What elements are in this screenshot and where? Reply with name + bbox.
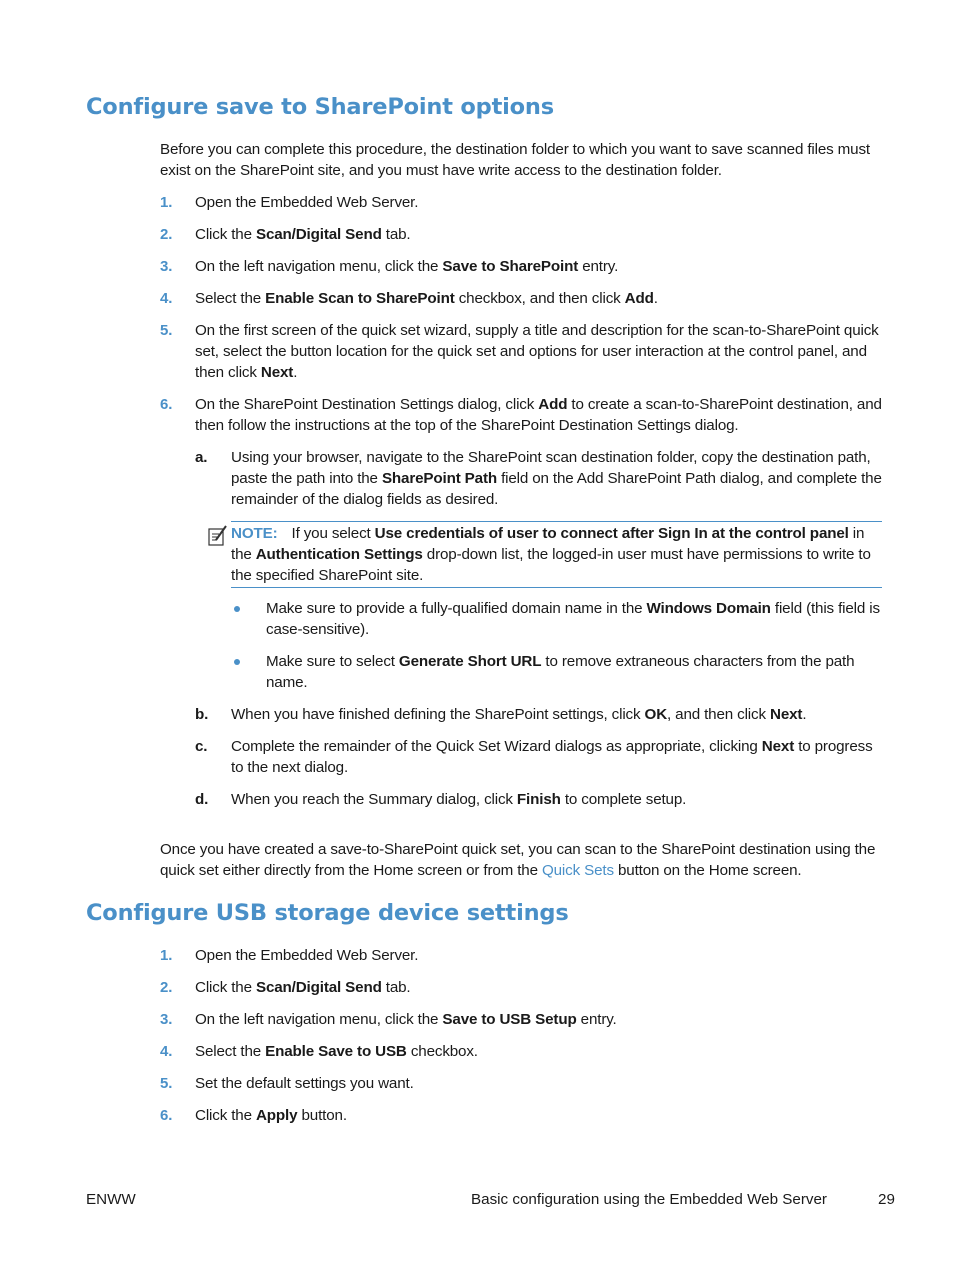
text-run: Set the default settings you want. bbox=[195, 1075, 414, 1092]
text-run: On the SharePoint Destination Settings dialog, click bbox=[195, 396, 539, 413]
bold-term: Apply bbox=[255, 1107, 298, 1124]
sub-step-text bbox=[231, 447, 882, 510]
step-number: 2. bbox=[160, 979, 173, 996]
step-text bbox=[195, 1105, 882, 1126]
bold-term: OK bbox=[644, 706, 668, 723]
bold-term: Finish bbox=[516, 791, 561, 808]
bold-term: Windows Domain bbox=[646, 600, 771, 617]
step-text bbox=[195, 1009, 882, 1030]
text-run: entry. bbox=[578, 258, 619, 275]
text-run: tab. bbox=[381, 979, 411, 996]
intro-paragraph: Before you can complete this procedure, the destination folder to which you want to save scanned files must exist on the SharePoint site, and you must have write access to the destination folder. bbox=[160, 141, 870, 179]
text-run: checkbox. bbox=[406, 1043, 478, 1060]
bold-term: Generate Short URL bbox=[398, 653, 542, 670]
text-run: . bbox=[653, 290, 658, 307]
list-item bbox=[160, 394, 882, 810]
sub-step-text bbox=[231, 736, 882, 778]
bullet-item bbox=[231, 651, 882, 693]
step-number: 3. bbox=[160, 258, 173, 275]
sub-step-letter: b. bbox=[195, 706, 209, 723]
step-number: 3. bbox=[160, 1011, 173, 1028]
text-run: Click the bbox=[195, 979, 256, 996]
sub-step-letter: c. bbox=[195, 738, 208, 755]
step-number: 5. bbox=[160, 322, 173, 339]
sub-step-letter: d. bbox=[195, 791, 209, 808]
text-run: to progress to the next dialog. bbox=[231, 738, 873, 776]
sharepoint-steps-list bbox=[160, 192, 882, 821]
step-number: 1. bbox=[160, 947, 173, 964]
text-run: entry. bbox=[576, 1011, 617, 1028]
text-run: to remove extraneous characters from the path name. bbox=[266, 653, 855, 691]
sub-step-text bbox=[231, 704, 882, 725]
list-item bbox=[160, 977, 882, 998]
sub-step bbox=[195, 736, 882, 778]
step-number: 6. bbox=[160, 1107, 173, 1124]
list-item bbox=[160, 256, 882, 277]
bold-term: Save to USB Setup bbox=[442, 1011, 577, 1028]
usb-steps-list bbox=[160, 945, 882, 1137]
note-box bbox=[231, 521, 882, 588]
text-run: On the left navigation menu, click the bbox=[195, 1011, 443, 1028]
closing-paragraph bbox=[160, 839, 882, 881]
text-run: Once you have created a save-to-SharePoint quick set, you can scan to the SharePoint destination using the quick set either directly from the Home screen or from the bbox=[160, 841, 876, 879]
list-item bbox=[160, 320, 882, 383]
text-run: Make sure to provide a fully-qualified domain name in the bbox=[266, 600, 647, 617]
text-run: button on the Home screen. bbox=[613, 862, 802, 879]
text-run: On the first screen of the quick set wizard, supply a title and description for the scan-to-SharePoint quick set, select the button location for the quick set and options for user interaction at the control panel, and then click bbox=[195, 322, 879, 381]
bold-term: Next bbox=[260, 364, 294, 381]
bullet-dot bbox=[234, 606, 240, 612]
step-number: 4. bbox=[160, 290, 173, 307]
text-run: Open the Embedded Web Server. bbox=[195, 947, 419, 964]
page-number: 29 bbox=[878, 1191, 895, 1208]
note-label: NOTE: bbox=[231, 525, 278, 542]
list-item bbox=[160, 288, 882, 309]
text-run: . bbox=[293, 364, 298, 381]
sub-step-letter: a. bbox=[195, 449, 208, 466]
bold-term: Scan/Digital Send bbox=[255, 979, 382, 996]
text-run: in the bbox=[231, 525, 865, 563]
list-item bbox=[160, 1105, 882, 1126]
quick-sets-link[interactable]: Quick Sets bbox=[541, 862, 614, 879]
bold-term: SharePoint Path bbox=[381, 470, 497, 487]
step-text bbox=[195, 256, 882, 277]
text-run: If you select bbox=[291, 525, 375, 542]
section-heading-sharepoint: Configure save to SharePoint options bbox=[86, 94, 554, 120]
note-pencil-icon bbox=[207, 524, 229, 548]
step-text bbox=[195, 977, 882, 998]
step-text bbox=[195, 1041, 882, 1062]
step-text bbox=[195, 945, 882, 966]
step-number: 2. bbox=[160, 226, 173, 243]
step-number: 4. bbox=[160, 1043, 173, 1060]
bold-term: Add bbox=[538, 396, 568, 413]
text-run: Using your browser, navigate to the SharePoint scan destination folder, copy the destination path, paste the path into the bbox=[231, 449, 871, 487]
text-run: On the left navigation menu, click the bbox=[195, 258, 443, 275]
text-run: Click the bbox=[195, 226, 256, 243]
bold-term: Scan/Digital Send bbox=[255, 226, 382, 243]
text-run: drop-down list, the logged-in user must have permissions to write to the specified SharePoint site. bbox=[231, 546, 871, 584]
text-run: Complete the remainder of the Quick Set Wizard dialogs as appropriate, clicking bbox=[231, 738, 762, 755]
step-number: 1. bbox=[160, 194, 173, 211]
step-number: 6. bbox=[160, 396, 173, 413]
footer-chapter-title: Basic configuration using the Embedded Web Server bbox=[471, 1191, 827, 1208]
sub-step bbox=[195, 789, 882, 810]
text-run: button. bbox=[297, 1107, 347, 1124]
footer-left-label: ENWW bbox=[86, 1191, 136, 1208]
bold-term: Add bbox=[624, 290, 654, 307]
text-run: Select the bbox=[195, 290, 266, 307]
list-item bbox=[160, 1073, 882, 1094]
text-run: checkbox, and then click bbox=[454, 290, 625, 307]
step-text bbox=[195, 224, 882, 245]
text-run: When you have finished defining the SharePoint settings, click bbox=[231, 706, 645, 723]
bold-term: Enable Save to USB bbox=[265, 1043, 407, 1060]
bold-term: Use credentials of user to connect after Sign In at the control panel bbox=[374, 525, 849, 542]
text-run: Click the bbox=[195, 1107, 256, 1124]
step-text bbox=[195, 320, 882, 383]
step-number: 5. bbox=[160, 1075, 173, 1092]
list-item bbox=[160, 945, 882, 966]
text-run: Make sure to select bbox=[266, 653, 399, 670]
note-bullet-list bbox=[231, 598, 882, 693]
list-item bbox=[160, 224, 882, 245]
sub-step bbox=[195, 704, 882, 725]
bold-term: Authentication Settings bbox=[255, 546, 423, 563]
text-run: to complete setup. bbox=[560, 791, 687, 808]
bullet-dot bbox=[234, 659, 240, 665]
text-run: field on the Add SharePoint Path dialog, and complete the remainder of the dialog fields as desired. bbox=[231, 470, 882, 508]
text-run: . bbox=[802, 706, 807, 723]
sub-step bbox=[195, 447, 882, 510]
list-item bbox=[160, 192, 882, 213]
section-heading-usb: Configure USB storage device settings bbox=[86, 900, 569, 926]
bold-term: Enable Scan to SharePoint bbox=[265, 290, 455, 307]
text-run: Select the bbox=[195, 1043, 266, 1060]
list-item bbox=[160, 1041, 882, 1062]
step-text bbox=[195, 192, 882, 213]
text-run: Open the Embedded Web Server. bbox=[195, 194, 419, 211]
text-run: tab. bbox=[381, 226, 411, 243]
text-run: to create a scan-to-SharePoint destination, and then follow the instructions at the top of the SharePoint Destination Settings dialog. bbox=[195, 396, 882, 434]
list-item bbox=[160, 1009, 882, 1030]
bullet-item bbox=[231, 598, 882, 640]
step-text bbox=[195, 1073, 882, 1094]
bold-term: Next bbox=[770, 706, 803, 723]
step-text bbox=[195, 394, 882, 436]
step-text bbox=[195, 288, 882, 309]
text-run: field (this field is case-sensitive). bbox=[266, 600, 880, 638]
bold-term: Save to SharePoint bbox=[442, 258, 579, 275]
text-run: , and then click bbox=[667, 706, 770, 723]
text-run: When you reach the Summary dialog, click bbox=[231, 791, 517, 808]
sub-step-text bbox=[231, 789, 882, 810]
bold-term: Next bbox=[761, 738, 795, 755]
